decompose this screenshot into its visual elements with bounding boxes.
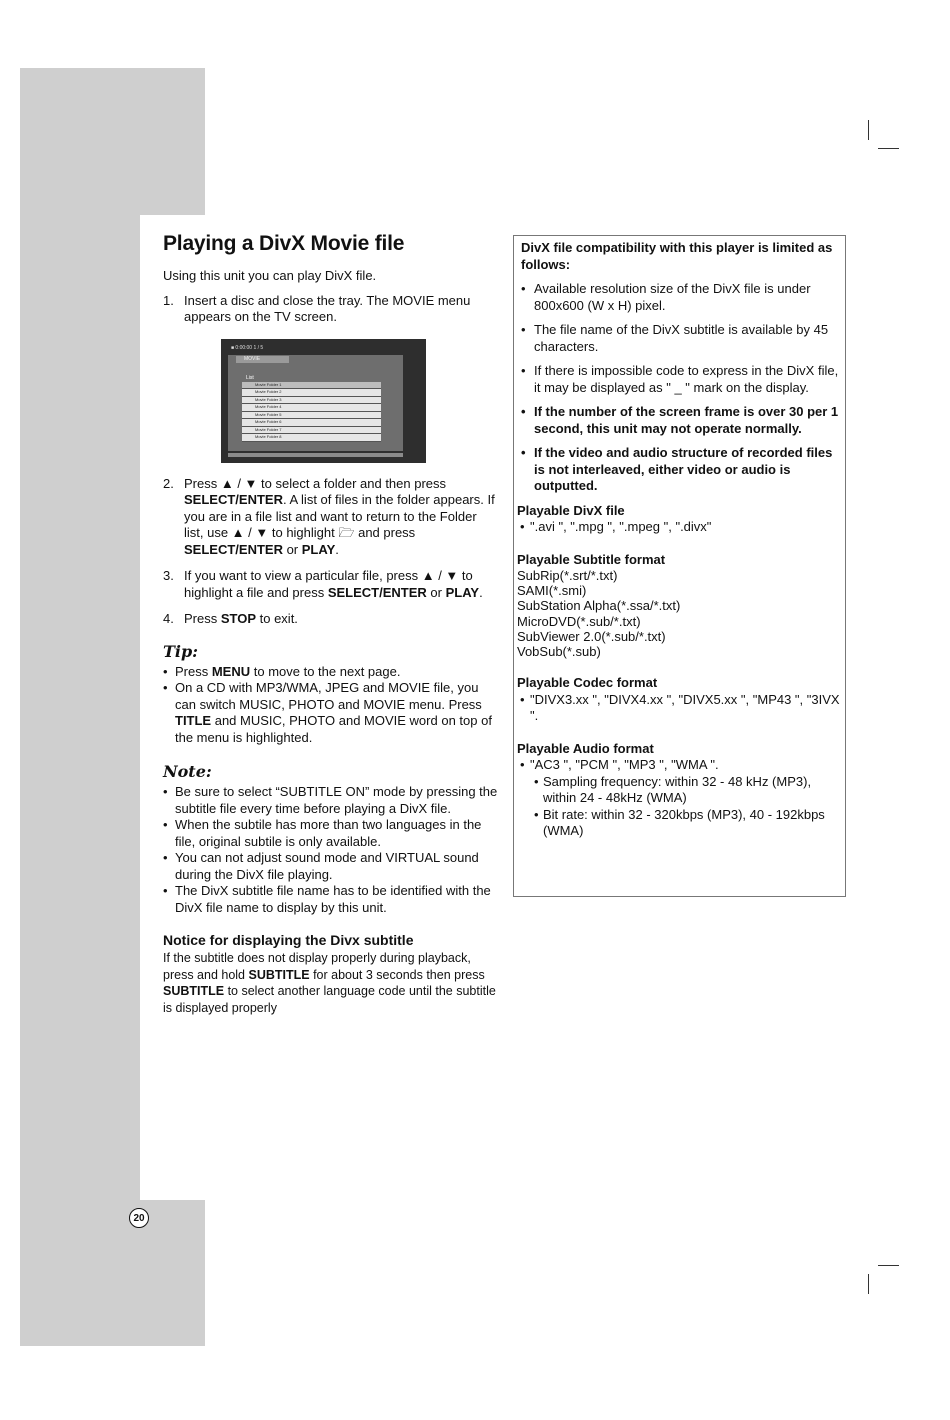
step-item <box>163 476 498 559</box>
subtitle-format-item: SubViewer 2.0(*.sub/*.txt) <box>517 628 666 644</box>
screen-list-label: List <box>246 374 254 381</box>
gray-margin-top <box>20 68 205 215</box>
page-title: Playing a DivX Movie file <box>163 232 405 255</box>
tip-item: • Press MENU to move to the next page. <box>163 664 498 681</box>
audio-sub-item: • Sampling frequency: within 32 - 48 kHz (MP3), within 24 - 48kHz (WMA) <box>517 774 842 807</box>
movie-menu-screenshot <box>221 339 426 463</box>
step-number: 1. <box>163 292 174 308</box>
compat-item: • The file name of the DivX subtitle is available by 45 characters. <box>517 322 842 355</box>
tip-heading: Tip: <box>163 641 199 661</box>
screen-status: ■ 0:00:00 1 / 5 <box>231 344 264 351</box>
crop-mark <box>868 120 869 140</box>
page-number: 20 <box>129 1208 149 1228</box>
subtitle-format-item: VobSub(*.sub) <box>517 644 601 660</box>
step-number: 3. <box>163 568 174 583</box>
screen-folder-row: Movie Folder 5 <box>242 412 381 420</box>
crop-mark <box>878 148 899 149</box>
step-number: 2. <box>163 475 174 491</box>
screen-bottom-bar <box>228 453 403 457</box>
step-text: Press STOP to exit. <box>184 611 298 626</box>
subtitle-format-item: SubStation Alpha(*.ssa/*.txt) <box>517 598 681 614</box>
notice-body: If the subtitle does not display properly during playback, press and hold SUBTITLE for about 3 seconds then press SUBTITLE to select another language code until the subtitle is displayed properly <box>163 951 496 1015</box>
codec-heading: Playable Codec format <box>517 675 658 691</box>
compat-item: • If there is impossible code to express in the DivX file, it may be displayed as " _ " mark on the display. <box>517 363 842 396</box>
crop-mark <box>868 1274 869 1294</box>
divx-heading: Playable DivX file <box>517 502 625 518</box>
compat-item: • Available resolution size of the DivX file is under 800x600 (W x H) pixel. <box>517 281 842 314</box>
note-item: • Be sure to select “SUBTITLE ON” mode by pressing the subtitle file every time before playing a DivX file. <box>163 784 498 817</box>
screen-folder-row: Movie Folder 6 <box>242 419 381 427</box>
screen-folder-row: Movie Folder 8 <box>242 434 381 442</box>
note-list <box>163 784 498 916</box>
screen-folder-row: Movie Folder 3 <box>242 397 381 405</box>
screen-folder-row: Movie Folder 4 <box>242 404 381 412</box>
screen-folder-row: Movie Folder 1 <box>242 382 381 390</box>
intro-text: Using this unit you can play DivX file. <box>163 268 377 283</box>
subtitle-format-item: SubRip(*.srt/*.txt) <box>517 568 618 583</box>
left-column <box>163 232 498 1016</box>
screen-panel <box>228 355 403 451</box>
step-text: Insert a disc and close the tray. The MOVIE menu appears on the TV screen. <box>184 292 471 324</box>
subtitle-format-item: SAMI(*.smi) <box>517 583 587 599</box>
step-item <box>163 293 498 326</box>
subtitle-format-list <box>517 568 842 659</box>
audio-heading: Playable Audio format <box>517 740 654 756</box>
note-item: • The DivX subtitle file name has to be identified with the DivX file name to display by this unit. <box>163 883 498 916</box>
note-heading: Note: <box>163 762 212 781</box>
audio-list: • "AC3 ", "PCM ", "MP3 ", "WMA ". <box>517 757 842 774</box>
note-item: • When the subtile has more than two languages in the file, original subtile is only available. <box>163 817 498 850</box>
audio-sub-item: • Bit rate: within 32 - 320kbps (MP3), 40 - 192kbps (WMA) <box>517 807 842 840</box>
tip-item: • On a CD with MP3/WMA, JPEG and MOVIE file, you can switch MUSIC, PHOTO and MOVIE menu. Press TITLE and MUSIC, PHOTO and MOVIE word on top of the menu is highlighted. <box>163 680 498 746</box>
screen-folder-row: Movie Folder 2 <box>242 389 381 397</box>
screen-folder-row: Movie Folder 7 <box>242 427 381 435</box>
step-item <box>163 611 498 628</box>
step-text: Press ▲ / ▼ to select a folder and then press SELECT/ENTER. A list of files in the folder appears. If you are in a file list and want to return to the Folder list, use ▲ / ▼ to highlight 🗁 and press SELECT/ENTER or PLAY. <box>184 475 495 557</box>
step-number: 4. <box>163 611 174 626</box>
subtitle-heading: Playable Subtitle format <box>517 551 666 567</box>
compat-list <box>517 281 842 495</box>
step-item <box>163 568 498 601</box>
notice-heading: Notice for displaying the Divx subtitle <box>163 932 414 948</box>
compat-item: • If the video and audio structure of recorded files is not interleaved, either video or audio is outputted. <box>517 445 842 495</box>
step-text: If you want to view a particular file, press ▲ / ▼ to highlight a file and press SELECT/ENTER or PLAY. <box>184 568 483 600</box>
gray-margin-bottom <box>20 1200 205 1346</box>
crop-mark <box>878 1265 899 1266</box>
divx-list: • ".avi ", ".mpg ", ".mpeg ", ".divx" <box>517 519 842 536</box>
screen-tab-movie: MOVIE <box>236 356 289 363</box>
note-item: • You can not adjust sound mode and VIRTUAL sound during the DivX file playing. <box>163 850 498 883</box>
screen-folder-list <box>242 382 381 442</box>
gray-margin-left <box>20 215 140 1200</box>
codec-list: • "DIVX3.xx ", "DIVX4.xx ", "DIVX5.xx ", "MP43 ", "3IVX ". <box>517 692 842 725</box>
compat-item: • If the number of the screen frame is over 30 per 1 second, this unit may not operate normally. <box>517 404 842 437</box>
compatibility-box <box>513 235 846 897</box>
subtitle-format-item: MicroDVD(*.sub/*.txt) <box>517 613 641 629</box>
compat-heading: DivX file compatibility with this player is limited as follows: <box>521 240 833 272</box>
tip-list <box>163 664 498 747</box>
